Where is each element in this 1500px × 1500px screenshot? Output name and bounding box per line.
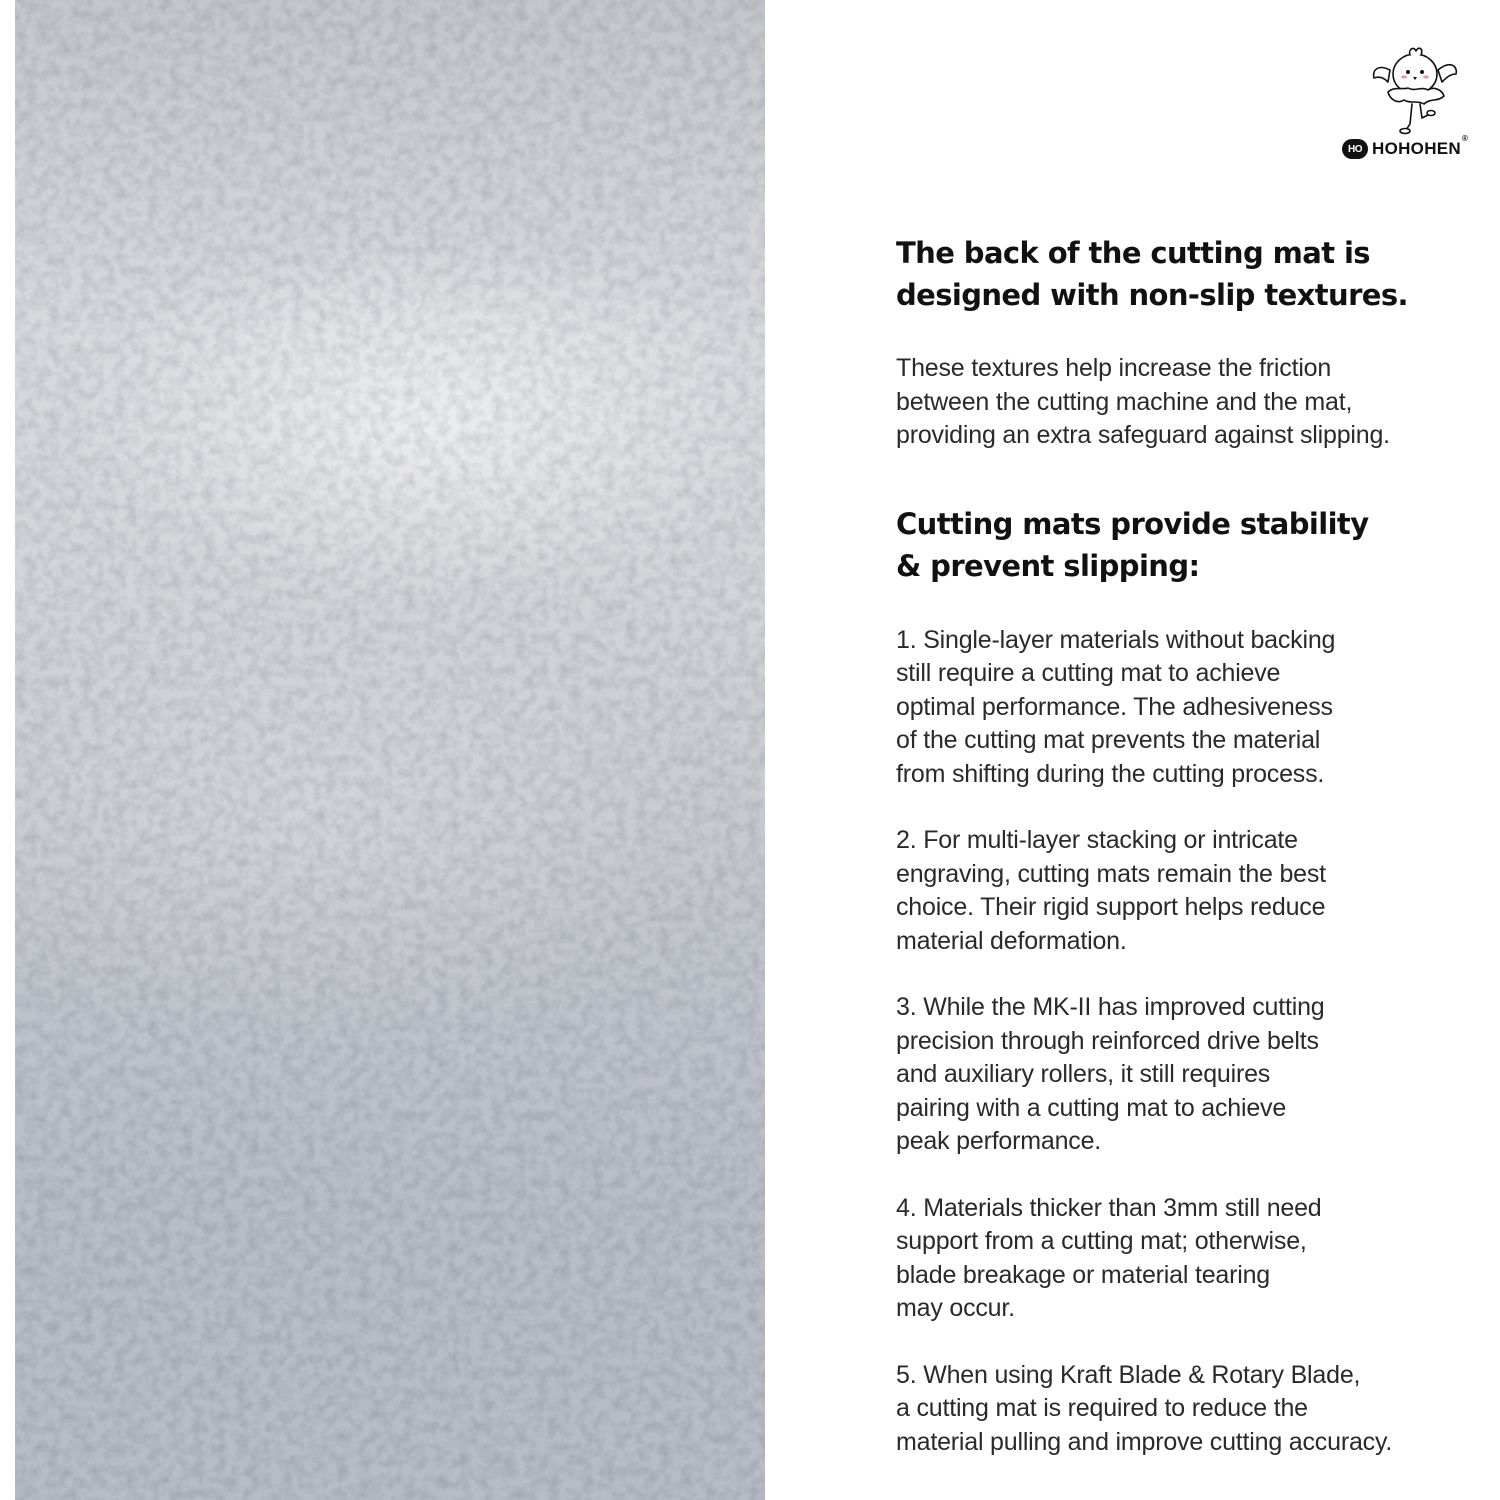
non-slip-heading: The back of the cutting mat is designed with non-slip textures. [896,236,1408,312]
list-item: 3. While the MK-II has improved cutting precision through reinforced drive belts and auxiliary rollers, it still requires pairing with a cutting mat to achieve peak performance. [896,993,1325,1155]
list-item: 4. Materials thicker than 3mm still need support from a cutting mat; otherwise, blade breakage or material tearing may occur. [896,1193,1322,1322]
non-slip-description: These textures help increase the friction between the cutting machine and the mat, providing an extra safeguard against slipping. [896,354,1390,449]
mat-texture-photo [15,0,765,1500]
list-item: 2. For multi-layer stacking or intricate engraving, cutting mats remain the best choice. Their rigid support helps reduce material deformation. [896,826,1326,955]
chick-mascot-icon [1370,40,1460,138]
stability-heading: Cutting mats provide stability & prevent slipping: [896,506,1369,583]
registered-mark: ® [1462,134,1469,143]
list-item: 1. Single-layer materials without backing still require a cutting mat to achieve optimal performance. The adhesiveness of the cutting mat prevents the material from shifting during the cutting process. [896,625,1336,788]
brand-logo [1340,40,1490,165]
list-item: 5. When using Kraft Blade & Rotary Blade, a cutting mat is required to reduce the material pulling and improve cutting accuracy. [896,1360,1393,1456]
mat-texture-pattern [15,0,765,1500]
brand-wordmark [1342,134,1469,161]
brand-name: HOHOHEN® [1372,134,1469,158]
brand-badge: HO [1342,139,1368,159]
description-column [896,232,1456,1459]
